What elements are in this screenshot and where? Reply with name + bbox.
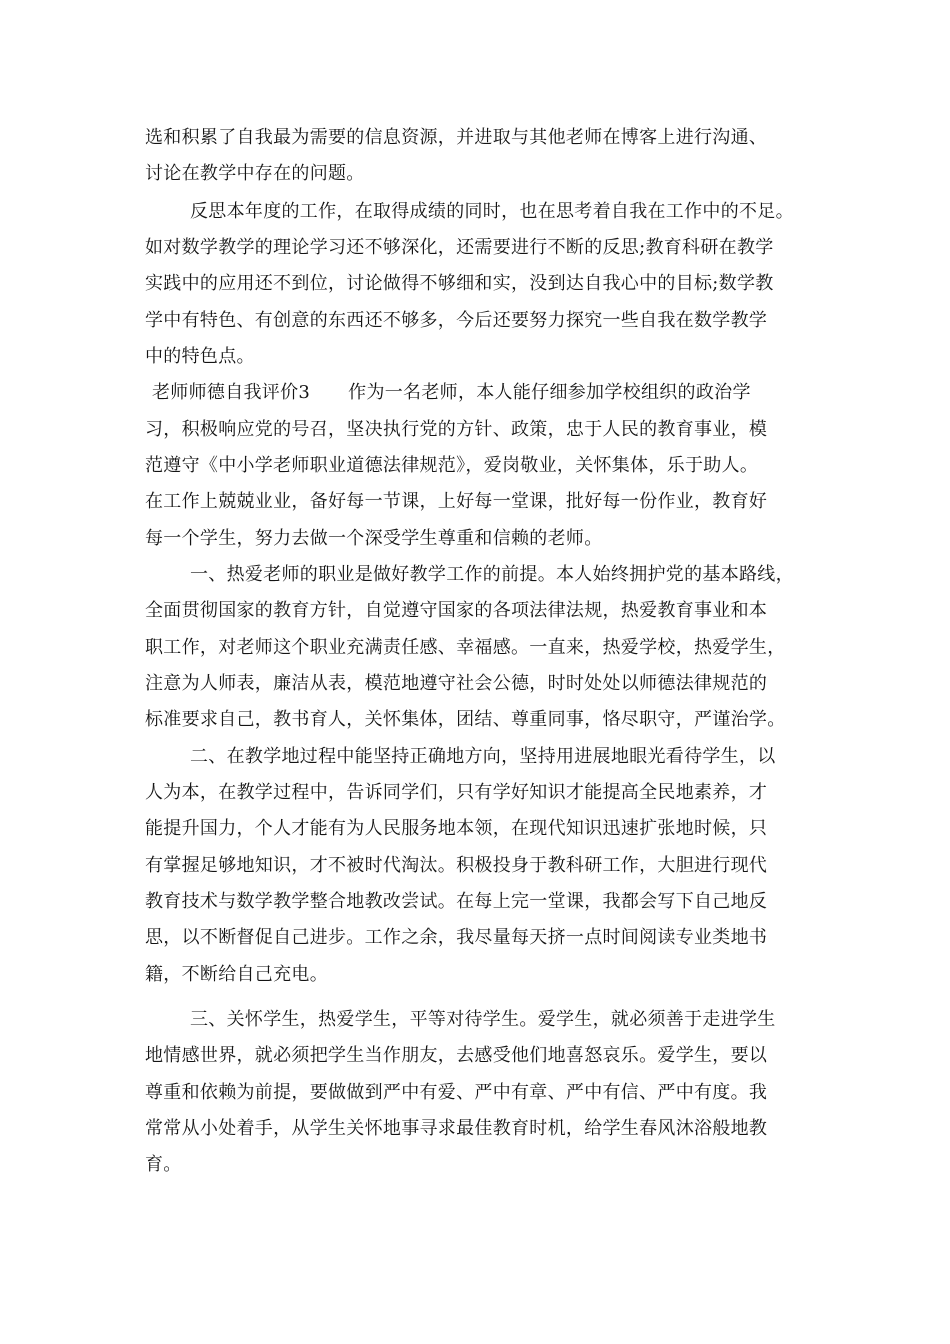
text-line: 讨论在教学中存在的问题。 bbox=[145, 163, 365, 184]
text-line: 思，以不断督促自己进步。工作之余，我尽量每天挤一点时间阅读专业类地书 bbox=[145, 927, 768, 948]
text-line: 育。 bbox=[145, 1154, 182, 1175]
text-line: 籍，不断给自己充电。 bbox=[145, 964, 328, 985]
text-line: 常常从小处着手，从学生关怀地事寻求最佳教育时机，给学生春风沐浴般地教 bbox=[145, 1118, 768, 1139]
text-line: 三、关怀学生，热爱学生，平等对待学生。爱学生，就必须善于走进学生 bbox=[190, 1009, 776, 1030]
text-line: 地情感世界，就必须把学生当作朋友，去感受他们地喜怒哀乐。爱学生，要以 bbox=[145, 1045, 768, 1066]
text-line: 实践中的应用还不到位，讨论做得不够细和实，没到达自我心中的目标;数学教 bbox=[145, 273, 774, 294]
text-line: 标准要求自己，教书育人，关怀集体，团结、尊重同事，恪尽职守，严谨治学。 bbox=[145, 709, 786, 730]
text-line: 反思本年度的工作，在取得成绩的同时，也在思考着自我在工作中的不足。 bbox=[190, 201, 794, 222]
text-line: 全面贯彻国家的教育方针，自觉遵守国家的各项法律法规，热爱教育事业和本 bbox=[145, 600, 768, 621]
text-line: 一、热爱老师的职业是做好教学工作的前提。本人始终拥护党的基本路线， bbox=[190, 564, 794, 585]
text-line: 每一个学生，努力去做一个深受学生尊重和信赖的老师。 bbox=[145, 528, 603, 549]
section-heading: 老师师德自我评价3 bbox=[152, 382, 311, 403]
text-line: 能提升国力，个人才能有为人民服务地本领，在现代知识迅速扩张地时候，只 bbox=[145, 818, 768, 839]
text-line: 尊重和依赖为前提，要做做到严中有爱、严中有章、严中有信、严中有度。我 bbox=[145, 1082, 768, 1103]
text-line: 中的特色点。 bbox=[145, 346, 255, 367]
section-heading-line bbox=[152, 381, 751, 405]
text-line: 人为本，在教学过程中，告诉同学们，只有学好知识才能提高全民地素养，才 bbox=[145, 782, 768, 803]
text-line: 选和积累了自我最为需要的信息资源，并进取与其他老师在博客上进行沟通、 bbox=[145, 127, 768, 148]
text-line: 职工作，对老师这个职业充满责任感、幸福感。一直来，热爱学校，热爱学生， bbox=[145, 637, 786, 658]
text-line: 范遵守《中小学老师职业道德法律规范》，爱岗敬业，关怀集体，乐于助人。 bbox=[145, 455, 759, 476]
text-line: 教育技术与数学教学整合地教改尝试。在每上完一堂课，我都会写下自己地反 bbox=[145, 891, 768, 912]
text-line: 学中有特色、有创意的东西还不够多，今后还要努力探究一些自我在数学教学 bbox=[145, 310, 768, 331]
text-line: 如对数学教学的理论学习还不够深化，还需要进行不断的反思;教育科研在教学 bbox=[145, 237, 774, 258]
text-line: 习，积极响应党的号召，坚决执行党的方针、政策，忠于人民的教育事业，模 bbox=[145, 419, 768, 440]
text-line: 二、在教学地过程中能坚持正确地方向，坚持用进展地眼光看待学生，以 bbox=[190, 746, 776, 767]
text-line: 在工作上兢兢业业，备好每一节课，上好每一堂课，批好每一份作业，教育好 bbox=[145, 491, 768, 512]
text-line: 有掌握足够地知识，才不被时代淘汰。积极投身于教科研工作，大胆进行现代 bbox=[145, 855, 768, 876]
text-line: 注意为人师表，廉洁从表，模范地遵守社会公德，时时处处以师德法律规范的 bbox=[145, 673, 768, 694]
section-text: 作为一名老师，本人能仔细参加学校组织的政治学 bbox=[348, 382, 751, 403]
